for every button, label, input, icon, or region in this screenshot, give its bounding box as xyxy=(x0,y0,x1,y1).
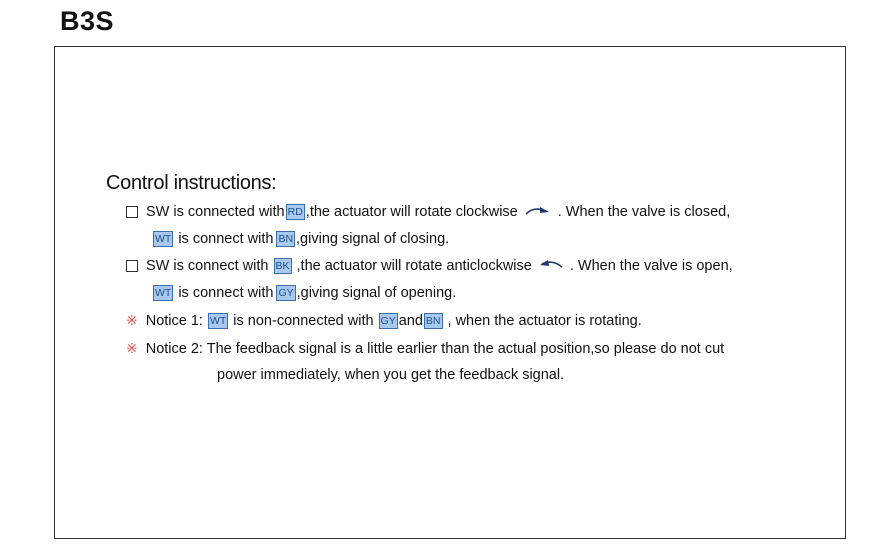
instruction-line-3 xyxy=(126,258,733,274)
text: is connect with xyxy=(178,285,274,301)
text: Notice 1: xyxy=(145,312,203,329)
text: ,giving signal of closing. xyxy=(296,231,450,247)
wire-tag: WT xyxy=(209,314,227,327)
text: ,the actuator will rotate anticlockwise xyxy=(296,258,532,274)
wire-tag: BK xyxy=(275,260,290,272)
section-heading: Control instructions: xyxy=(106,172,277,194)
notice-mark-icon: ※ xyxy=(126,312,138,328)
wire-tag: WT xyxy=(155,233,172,245)
notice-mark-icon: ※ xyxy=(126,340,138,356)
wire-tag: BN xyxy=(425,314,441,327)
instruction-line-2 xyxy=(152,231,449,247)
wire-tag: GY xyxy=(380,314,396,327)
text: . When the valve is open, xyxy=(569,258,733,274)
page-title: B3S xyxy=(60,6,115,36)
wire-tag: RD xyxy=(287,206,303,218)
wire-tag: BN xyxy=(278,233,294,245)
text: SW is connect with xyxy=(146,258,269,274)
text: SW is connected with xyxy=(146,204,285,220)
text: is connect with xyxy=(178,231,274,247)
instruction-line-1 xyxy=(126,204,730,220)
text: and xyxy=(398,312,423,329)
checkbox-icon xyxy=(126,260,138,272)
checkbox-icon xyxy=(126,206,138,218)
text: is non-connected with xyxy=(233,312,374,329)
text: ,the actuator will rotate clockwise xyxy=(305,204,518,220)
wire-tag: GY xyxy=(278,287,294,299)
clockwise-arrow-icon xyxy=(524,204,552,220)
notice-line-2-continued xyxy=(217,367,564,383)
notice-line-1 xyxy=(126,312,642,329)
instruction-line-4 xyxy=(152,285,456,301)
text: , when the actuator is rotating. xyxy=(447,312,642,329)
anticlockwise-arrow-icon xyxy=(538,258,564,274)
text: Notice 2: The feedback signal is a little earlier than the actual position,so please do not cut xyxy=(145,340,725,357)
text: ,giving signal of opening. xyxy=(296,285,457,301)
text: power immediately, when you get the feedback signal. xyxy=(217,367,565,383)
wire-tag: WT xyxy=(155,287,172,299)
notice-line-2 xyxy=(126,340,724,357)
text: . When the valve is closed, xyxy=(557,204,731,220)
